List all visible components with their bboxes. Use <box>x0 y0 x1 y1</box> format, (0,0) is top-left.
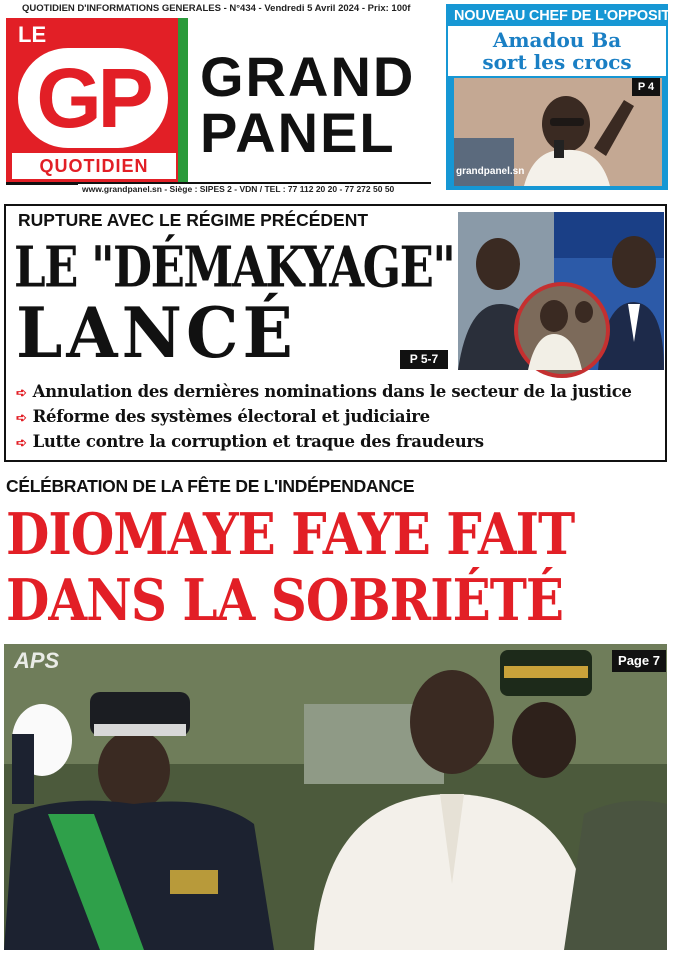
logo-gp-text: GP <box>18 48 168 148</box>
issue-info-line: QUOTIDIEN D'INFORMATIONS GENERALES - N°434 - Vendredi 5 Avril 2024 - Prix: 100f <box>22 3 411 14</box>
rupture-page-badge[interactable]: P 5-7 <box>400 350 448 369</box>
ceremony-illustration <box>4 644 667 950</box>
logo-green-bar <box>178 18 188 183</box>
officials-illustration <box>458 212 664 370</box>
opposition-headline-line2: sort les crocs <box>482 50 632 74</box>
arrow-icon: ➪ <box>16 386 27 401</box>
arrow-icon: ➪ <box>16 436 27 451</box>
rupture-headline-line1: LE "DÉMAKYAGE" <box>14 234 455 301</box>
independence-photo <box>4 644 667 950</box>
independence-kicker: CÉLÉBRATION DE LA FÊTE DE L'INDÉPENDANCE <box>6 476 415 496</box>
rupture-story[interactable] <box>4 204 667 462</box>
opposition-headline <box>448 26 666 76</box>
opposition-kicker: NOUVEAU CHEF DE L'OPPOSITION <box>454 8 695 24</box>
rupture-bullet-2: ➪ Réforme des systèmes électoral et judiciaire <box>16 407 430 426</box>
rupture-photo-collage <box>458 212 664 370</box>
photo-credit: APS <box>14 648 60 673</box>
rupture-bullet-3: ➪ Lutte contre la corruption et traque des fraudeurs <box>16 432 484 451</box>
paper-title-grand: GRAND <box>200 45 416 108</box>
opposition-teaser[interactable] <box>446 4 695 190</box>
contact-line: www.grandpanel.sn - Siège : SIPES 2 - VDN / TEL : 77 112 20 20 - 77 272 50 50 <box>78 184 438 198</box>
independence-headline-line2[interactable]: DANS LA SOBRIÉTÉ <box>6 566 564 634</box>
rupture-headline-line2: LANCÉ <box>16 292 297 374</box>
opposition-headline-line1: Amadou Ba <box>492 28 622 52</box>
rupture-kicker: RUPTURE AVEC LE RÉGIME PRÉCÉDENT <box>18 210 369 230</box>
logo-le-text: LE <box>18 22 47 47</box>
independence-headline-line1[interactable]: DIOMAYE FAYE FAIT <box>6 500 575 568</box>
arrow-icon: ➪ <box>16 411 27 426</box>
logo-quotidien-text: QUOTIDIEN <box>12 153 176 179</box>
paper-title-panel: PANEL <box>200 101 396 164</box>
independence-page-badge[interactable]: Page 7 <box>612 650 666 672</box>
gp-logo <box>6 18 186 183</box>
opposition-site-label: grandpanel.sn <box>456 166 525 177</box>
opposition-page-badge[interactable]: P 4 <box>632 78 660 96</box>
rupture-bullet-1: ➪ Annulation des dernières nominations dans le secteur de la justice <box>16 382 632 401</box>
